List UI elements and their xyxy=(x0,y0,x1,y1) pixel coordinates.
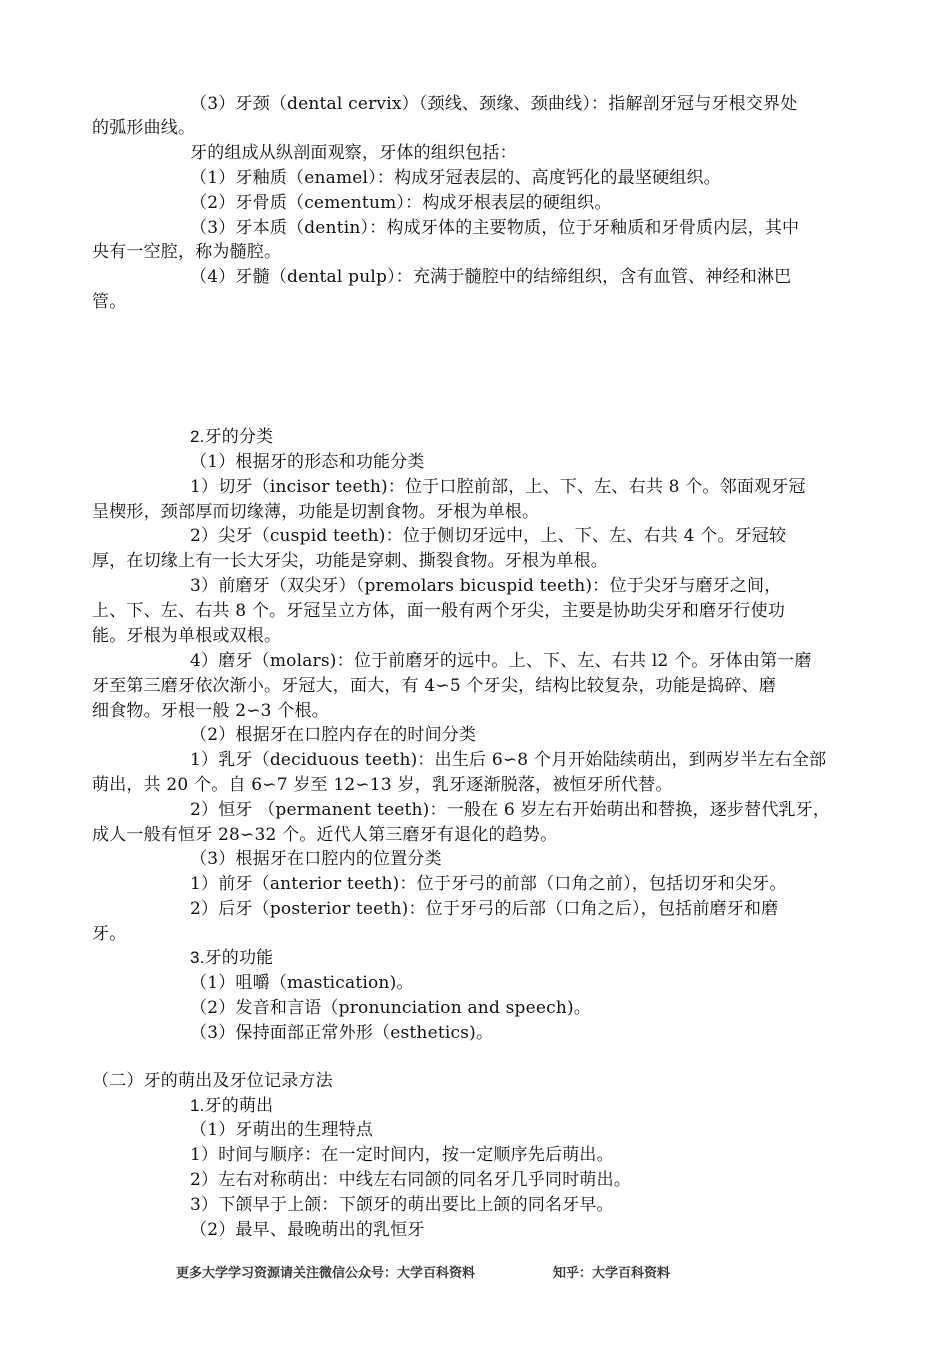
text-line: 成人一般有恒牙 28∽32 个。近代人第三磨牙有退化的趋势。 xyxy=(92,825,558,845)
section-heading: 2.牙的分类 xyxy=(190,427,274,446)
text-line: 牙的组成从纵剖面观察，牙体的组织包括： xyxy=(190,143,517,163)
text-line: （4）牙髓（dental pulp）：充满于髓腔中的结缔组织，含有血管、神经和淋巴 xyxy=(190,267,792,287)
text-line: （1）咀嚼（mastication)。 xyxy=(190,973,414,993)
text-line: 呈楔形，颈部厚而切缘薄，功能是切割食物。牙根为单根。 xyxy=(92,502,540,522)
section-heading: 3.牙的功能 xyxy=(190,948,274,967)
text-line: 3）下颌早于上颌：下颌牙的萌出要比上颌的同名牙早。 xyxy=(190,1195,614,1215)
text-line: 4）磨牙（molars)：位于前磨牙的远中。上、下、左、右共 l2 个。牙体由第一磨 xyxy=(190,651,812,671)
chapter-heading: （二）牙的萌出及牙位记录方法 xyxy=(92,1071,333,1091)
subsection-heading: （3）根据牙在口腔内的位置分类 xyxy=(190,849,442,869)
text-line: 的弧形曲线。 xyxy=(92,118,196,138)
text-line: （3）牙本质（dentin）：构成牙体的主要物质，位于牙釉质和牙骨质内层，其中 xyxy=(190,218,800,238)
text-line: 厚，在切缘上有一长大牙尖，功能是穿刺、撕裂食物。牙根为单根。 xyxy=(92,551,608,571)
text-line: 2）尖牙（cuspid teeth)：位于侧切牙远中，上、下、左、右共 4 个。牙冠较 xyxy=(190,526,787,546)
text-line: 上、下、左、右共 8 个。牙冠呈立方体，面一般有两个牙尖，主要是协助尖牙和磨牙行使功 xyxy=(92,601,786,621)
text-line: （3）牙颈（dental cervix）（颈线、颈缘、颈曲线）：指解剖牙冠与牙根交界处 xyxy=(190,94,798,114)
footer-wechat-note: 更多大学学习资源请关注微信公众号：大学百科资料 xyxy=(176,1266,476,1281)
text-line: 1）切牙（incisor teeth)：位于口腔前部，上、下、左、右共 8 个。邻面观牙冠 xyxy=(190,477,806,497)
text-line: 1）乳牙（deciduous teeth)：出生后 6∽8 个月开始陆续萌出，到两岁半左右全部 xyxy=(190,750,827,770)
text-line: 央有一空腔，称为髓腔。 xyxy=(92,242,282,262)
text-line: 1）时间与顺序：在一定时间内，按一定顺序先后萌出。 xyxy=(190,1145,614,1165)
text-line: 2）恒牙 （permanent teeth)：一般在 6 岁左右开始萌出和替换，逐步替代乳牙， xyxy=(190,800,831,820)
section-heading: 1.牙的萌出 xyxy=(190,1096,274,1115)
subsection-heading: （2）根据牙在口腔内存在的时间分类 xyxy=(190,725,477,745)
text-line: 牙。 xyxy=(92,924,127,944)
text-line: 1）前牙（anterior teeth)：位于牙弓的前部（口角之前），包括切牙和尖牙。 xyxy=(190,874,787,894)
subsection-heading: （1）根据牙的形态和功能分类 xyxy=(190,452,425,472)
subsection-heading: （1）牙萌出的生理特点 xyxy=(190,1120,374,1140)
text-line: 细食物。牙根一般 2∽3 个根。 xyxy=(92,701,329,721)
text-line: 3）前磨牙（双尖牙）（premolars bicuspid teeth)：位于尖牙与磨牙之间， xyxy=(190,576,782,596)
text-line: 2）后牙（posterior teeth)：位于牙弓的后部（口角之后），包括前磨牙和磨 xyxy=(190,899,779,919)
text-line: 能。牙根为单根或双根。 xyxy=(92,626,282,646)
footer-zhihu-note: 知乎：大学百科资料 xyxy=(553,1266,671,1281)
text-line: （2）牙骨质（cementum）：构成牙根表层的硬组织。 xyxy=(190,193,612,213)
text-line: 2）左右对称萌出：中线左右同颌的同名牙几乎同时萌出。 xyxy=(190,1170,632,1190)
text-line: （2）发音和言语（pronunciation and speech)。 xyxy=(190,998,592,1018)
text-line: （1）牙釉质（enamel）：构成牙冠表层的、高度钙化的最坚硬组织。 xyxy=(190,168,721,188)
text-line: 萌出，共 20 个。自 6∽7 岁至 12∽13 岁，乳牙逐渐脱落，被恒牙所代替。 xyxy=(92,775,673,795)
text-line: 牙至第三磨牙依次渐小。牙冠大，面大，有 4∽5 个牙尖，结构比较复杂，功能是捣碎、磨 xyxy=(92,676,777,696)
text-line: 管。 xyxy=(92,292,127,312)
subsection-heading: （2）最早、最晚萌出的乳恒牙 xyxy=(190,1220,425,1240)
text-line: （3）保持面部正常外形（esthetics)。 xyxy=(190,1023,494,1043)
